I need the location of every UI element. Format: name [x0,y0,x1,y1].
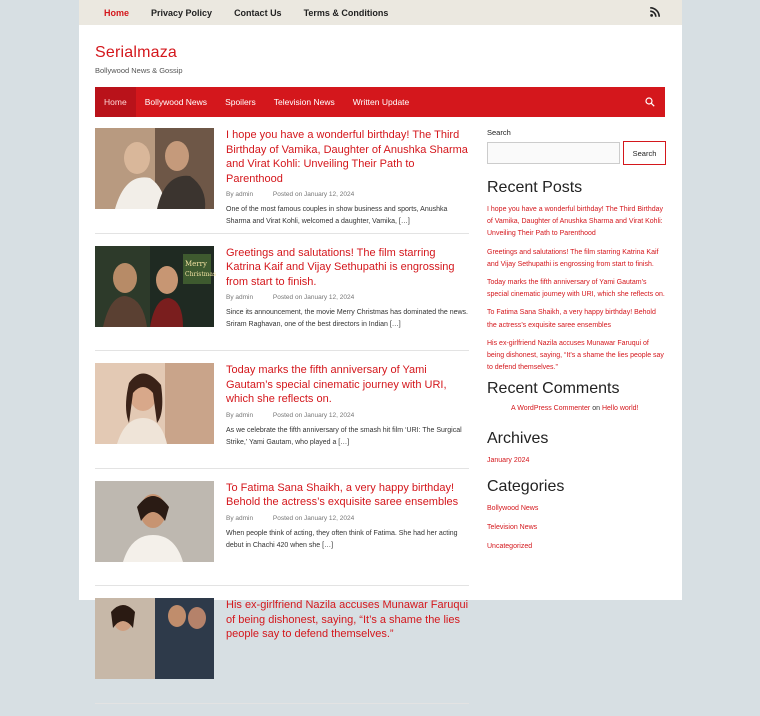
post-body [226,363,469,449]
post-item [95,481,469,587]
nav-item-television-news[interactable]: Television News [273,97,335,107]
archive-link[interactable]: January 2024 [487,457,530,465]
post-excerpt: Since its announcement, the movie Merry Christmas has dominated the news. Sriram Raghavan, one of the best directors in Indian […] [226,309,469,328]
top-link-contact-us[interactable]: Contact Us [234,7,282,18]
recent-posts-list [487,204,667,374]
post-title[interactable]: Greetings and salutations! The film starring Katrina Kaif and Vijay Sethupathi is engrossing from start to finish. [226,246,455,288]
archives-list [487,455,667,467]
post-meta [226,294,469,301]
top-link-privacy-policy[interactable]: Privacy Policy [151,7,213,18]
top-link-terms[interactable]: Terms & Conditions [303,7,389,18]
post-meta [226,515,469,522]
post-thumbnail[interactable] [95,598,214,679]
post-title[interactable]: His ex-girlfriend Nazila accuses Munawar Faruqui of being dishonest, saying, “It’s a shame the lies people say to defend themselves.” [226,599,469,640]
comment-on-text: on [592,405,600,413]
post-item [95,246,469,352]
post-meta [226,412,469,419]
site-tagline: Bollywood News & Gossip [95,66,183,75]
recent-comments-title: Recent Comments [487,380,620,398]
recent-post-link[interactable]: Today marks the fifth anniversary of Yami Gautam’s special cinematic journey with URI, which she reflects on. [487,279,665,299]
post-item [95,363,469,469]
post-author[interactable]: By admin [226,294,254,301]
nav-item-spoilers[interactable]: Spoilers [225,97,256,107]
nav-item-bollywood-news[interactable]: Bollywood News [144,97,208,107]
recent-post-link[interactable]: I hope you have a wonderful birthday! The Third Birthday of Vamika, Daughter of Anushka Sharma and Virat Kohli: Unveiling Their Path to Parenthood [487,206,664,238]
site-title[interactable]: Serialmaza [95,44,178,61]
category-link-television-news[interactable]: Television News [487,523,538,531]
main-nav [95,87,665,117]
post-date[interactable]: Posted on January 12, 2024 [272,294,355,301]
post-author[interactable]: By admin [226,191,254,198]
post-thumbnail[interactable] [95,128,214,209]
svg-text:Christmas: Christmas [185,270,217,278]
comment-post-link[interactable]: Hello world! [601,405,639,413]
recent-post-link[interactable]: Greetings and salutations! The film starring Katrina Kaif and Vijay Sethupathi is engrossing from start to finish. [487,248,659,268]
post-item [95,598,469,704]
post-excerpt: As we celebrate the fifth anniversary of the smash hit film ‘URI: The Surgical Strike,’ Yami Gautam, who played a […] [226,426,462,446]
svg-text:Merry: Merry [185,259,207,268]
post-body [226,598,469,642]
top-link-home[interactable]: Home [104,7,130,18]
search-button[interactable]: Search [623,141,666,165]
top-bar [79,0,682,25]
post-title[interactable]: I hope you have a wonderful birthday! The Third Birthday of Vamika, Daughter of Anushka Sharma and Virat Kohli: Unveiling Their Path to Parenthood [226,129,468,185]
post-title[interactable]: Today marks the fifth anniversary of Yami Gautam’s special cinematic journey with URI, which she reflects on. [226,364,447,405]
post-list [95,128,469,716]
rss-icon[interactable] [650,7,660,17]
post-author[interactable]: By admin [226,514,254,522]
recent-post-link[interactable]: To Fatima Sana Shaikh, a very happy birthday! Behold the actress’s exquisite saree ensembles [487,309,656,329]
post-date[interactable]: Posted on January 12, 2024 [272,191,355,198]
sidebar [487,128,667,560]
site-branding [95,44,183,75]
categories-title: Categories [487,477,565,495]
category-link-uncategorized[interactable]: Uncategorized [487,543,533,551]
search-input[interactable] [487,142,620,164]
nav-item-home[interactable]: Home [95,87,136,117]
category-link-bollywood-news[interactable]: Bollywood News [487,504,539,512]
post-title[interactable]: To Fatima Sana Shaikh, a very happy birthday! Behold the actress’s exquisite saree ensembles [226,481,459,508]
recent-post-link[interactable]: His ex-girlfriend Nazila accuses Munawar Faruqui of being dishonest, saying, “It’s a shame the lies people say to defend themselves.” [487,339,664,372]
post-meta [226,191,469,198]
post-author[interactable]: By admin [226,411,254,419]
post-body [226,128,469,228]
archives-title: Archives [487,430,549,448]
nav-item-written-update[interactable]: Written Update [352,97,410,107]
post-date[interactable]: Posted on January 12, 2024 [272,411,355,419]
post-thumbnail[interactable] [95,481,214,562]
post-body [226,246,469,332]
search-label: Search [487,128,511,137]
search-icon[interactable] [645,97,655,107]
categories-list [487,503,667,554]
recent-posts-title: Recent Posts [487,179,583,196]
post-date[interactable]: Posted on January 12, 2024 [272,514,355,522]
recent-comment [511,405,667,412]
post-thumbnail[interactable] [95,246,217,327]
post-item [95,128,469,234]
post-excerpt: One of the most famous couples in show business and sports, Anushka Sharma and Virat Kohli, welcomed a daughter, Vamika, […] [226,206,448,225]
post-body [226,481,469,552]
page [79,0,682,640]
post-excerpt: When people think of acting, they often think of Fatima. She had her acting debut in Chachi 420 when she […] [226,529,458,549]
search-form [487,142,667,165]
comment-author-link[interactable]: A WordPress Commenter [511,405,591,413]
post-thumbnail[interactable] [95,363,214,444]
